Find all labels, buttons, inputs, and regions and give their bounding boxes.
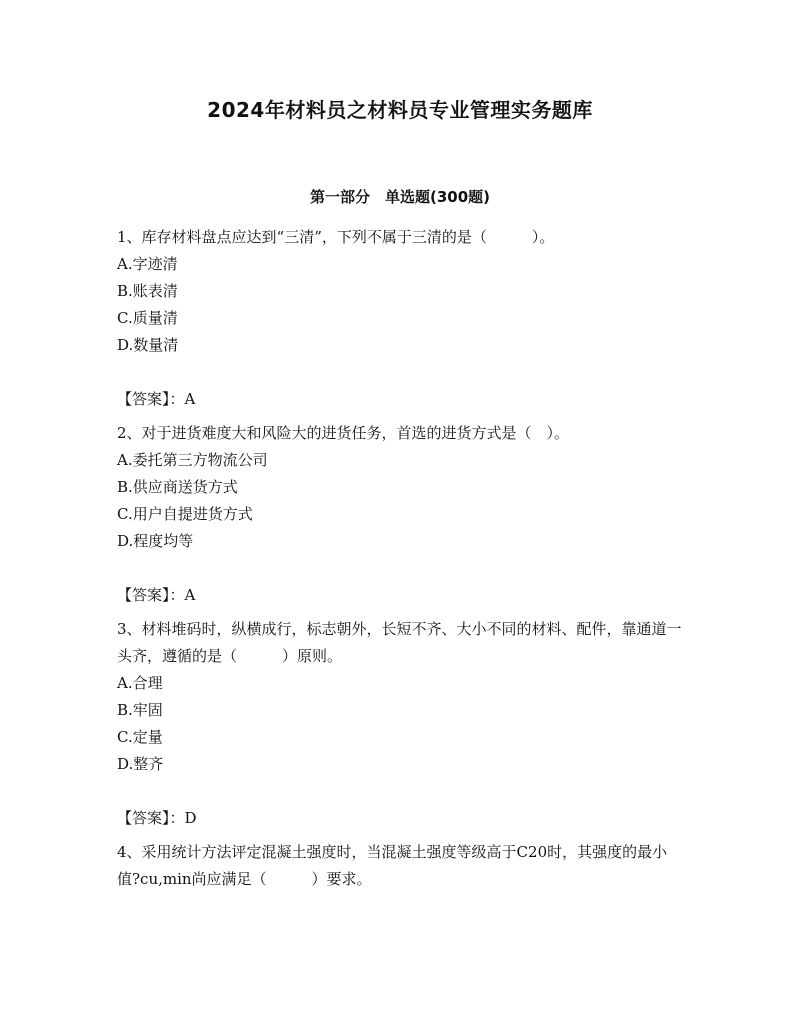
option-b: B.供应商送货方式: [117, 478, 238, 496]
option-d: D.程度均等: [117, 532, 194, 550]
question-4: [117, 839, 687, 893]
question-1: [117, 224, 687, 413]
option-a: A.委托第三方物流公司: [117, 451, 268, 469]
question-text: 1、库存材料盘点应达到“三清”，下列不属于三清的是（ ）。: [117, 228, 555, 246]
option-c: C.定量: [117, 728, 163, 746]
answer-label: 【答案】：A: [117, 586, 196, 604]
option-c: C.用户自提进货方式: [117, 505, 253, 523]
option-b: B.账表清: [117, 282, 178, 300]
question-text: 2、对于进货难度大和风险大的进货任务，首选的进货方式是（ ）。: [117, 424, 570, 442]
option-c: C.质量清: [117, 309, 178, 327]
question-text: 3、材料堆码时，纵横成行，标志朝外，长短不齐、大小不同的材料、配件，靠通道一头齐，遵循的是（ ）原则。: [117, 620, 682, 665]
option-b: B.牢固: [117, 701, 163, 719]
option-a: A.合理: [117, 674, 163, 692]
answer-label: 【答案】：D: [117, 809, 197, 827]
option-d: D.整齐: [117, 755, 164, 773]
question-text: 4、采用统计方法评定混凝土强度时，当混凝土强度等级高于C20时，其强度的最小值?cu,min尚应满足（ ）要求。: [117, 843, 668, 888]
answer-label: 【答案】：A: [117, 390, 196, 408]
question-list: [117, 224, 687, 893]
question-2: [117, 420, 687, 609]
section-title: 第一部分 单选题(300题): [309, 188, 491, 206]
option-a: A.字迹清: [117, 255, 178, 273]
document-title: 2024年材料员之材料员专业管理实务题库: [207, 98, 593, 122]
question-3: [117, 616, 687, 832]
option-d: D.数量清: [117, 336, 179, 354]
